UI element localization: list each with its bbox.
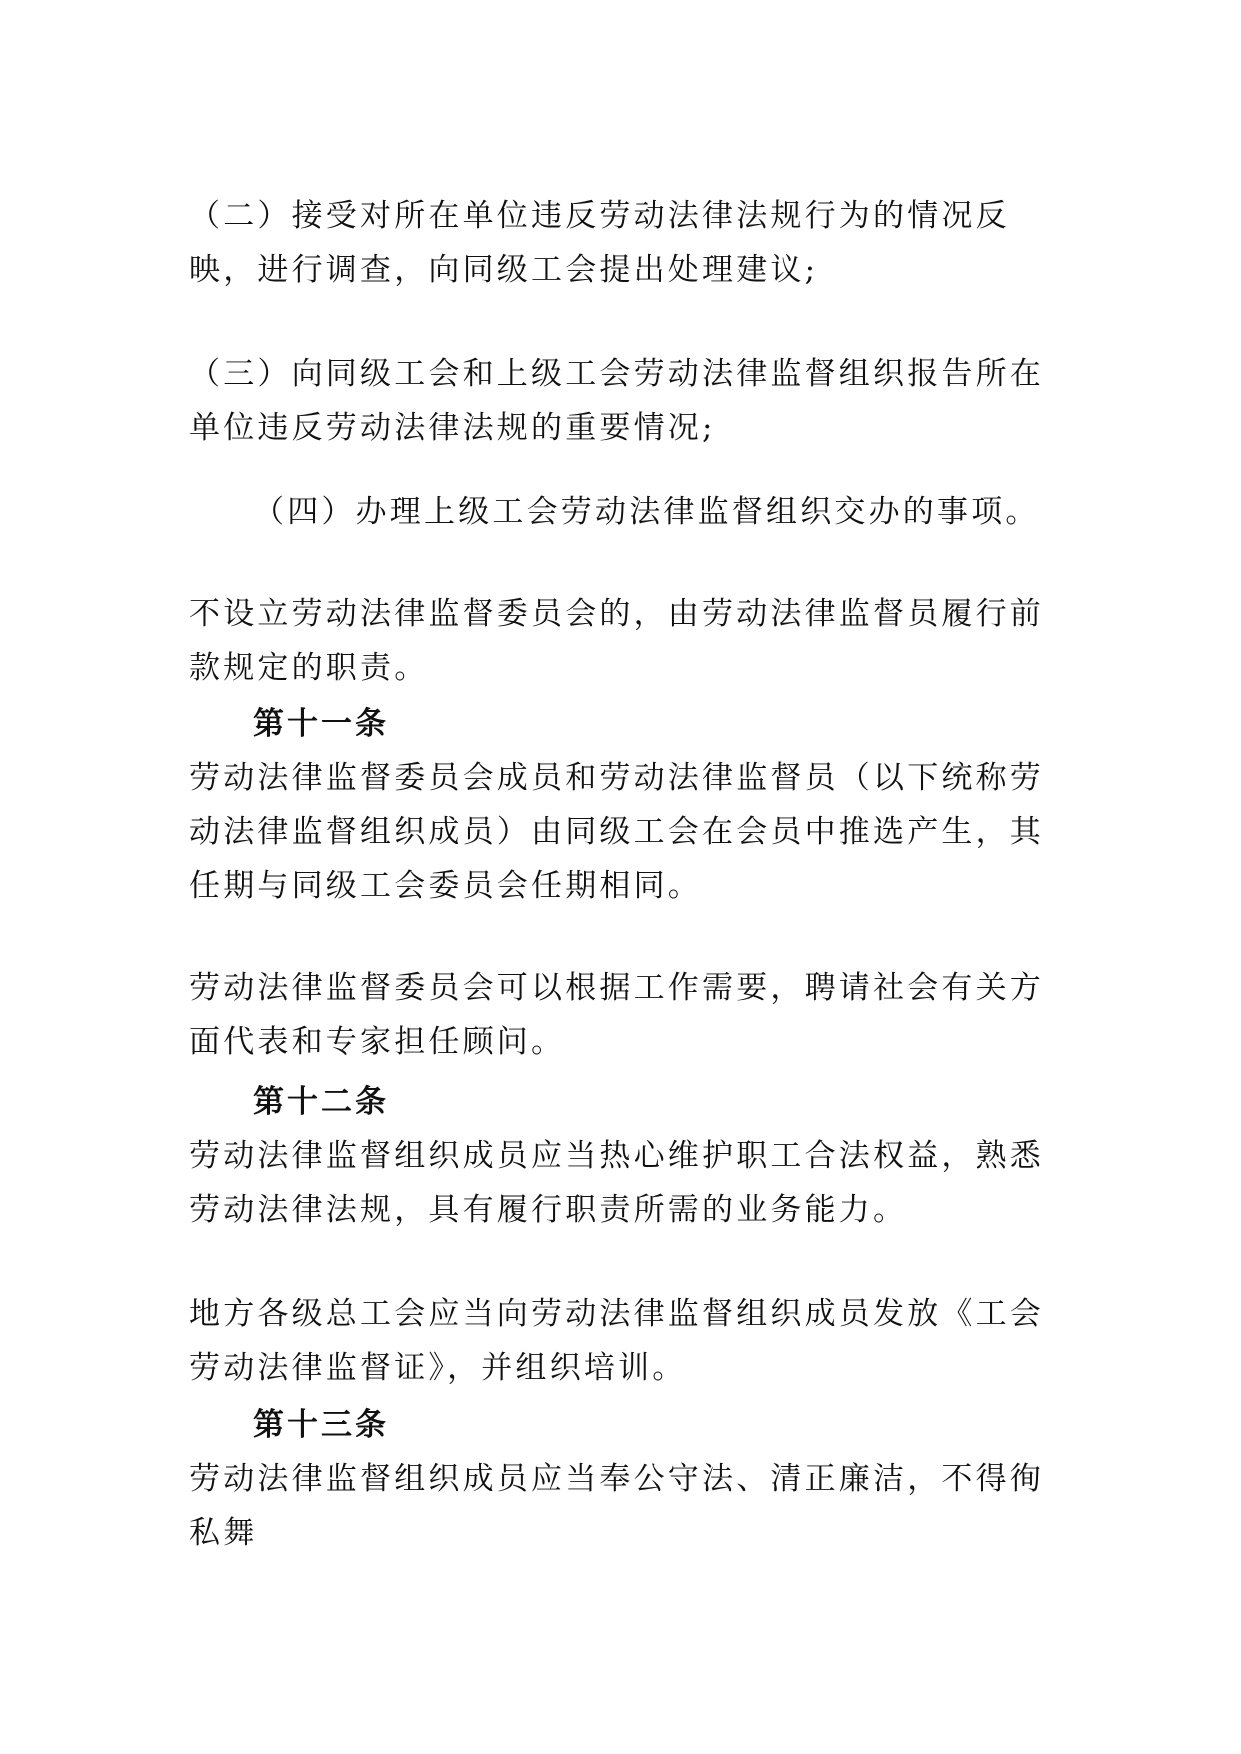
- article-11-paragraph-2: 劳动法律监督委员会可以根据工作需要，聘请社会有关方面代表和专家担任顾问。: [189, 970, 1044, 1060]
- article-11-heading: 第十一条: [253, 706, 389, 742]
- article-13-paragraph-1: 劳动法律监督组织成员应当奉公守法、清正廉洁，不得徇私舞: [189, 1461, 1044, 1551]
- paragraph-no-committee: 不设立劳动法律监督委员会的，由劳动法律监督员履行前款规定的职责。: [189, 596, 1044, 686]
- article-12-paragraph-1: 劳动法律监督组织成员应当热心维护职工合法权益，熟悉劳动法律法规，具有履行职责所需的业务能力。: [189, 1138, 1044, 1228]
- article-12-heading: 第十二条: [253, 1084, 389, 1120]
- article-12-paragraph-2: 地方各级总工会应当向劳动法律监督组织成员发放《工会劳动法律监督证》，并组织培训。: [189, 1296, 1044, 1386]
- paragraph-item-2: （二）接受对所在单位违反劳动法律法规行为的情况反映，进行调查，向同级工会提出处理建议;: [189, 198, 1010, 288]
- paragraph-item-4: （四）办理上级工会劳动法律监督组织交办的事项。: [253, 494, 1040, 530]
- article-11-paragraph-1: 劳动法律监督委员会成员和劳动法律监督员（以下统称劳动法律监督组织成员）由同级工会在会员中推选产生，其任期与同级工会委员会任期相同。: [189, 760, 1044, 904]
- article-13-heading: 第十三条: [253, 1407, 389, 1443]
- paragraph-item-3: （三）向同级工会和上级工会劳动法律监督组织报告所在单位违反劳动法律法规的重要情况;: [189, 356, 1044, 446]
